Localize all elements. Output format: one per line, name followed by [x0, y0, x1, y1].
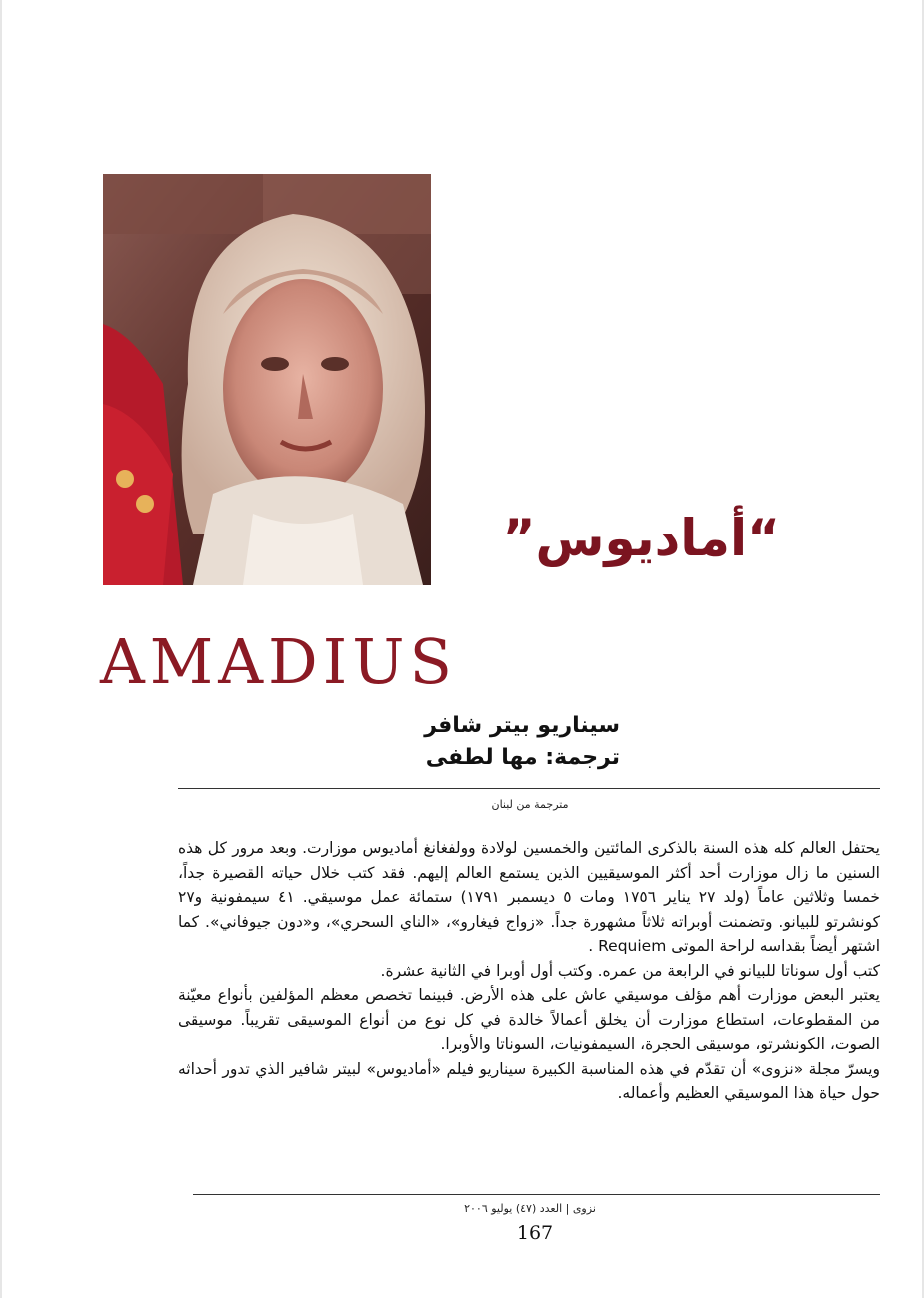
- page-number: 167: [516, 1222, 554, 1244]
- screenplay-credit: سيناريو بيتر شافر: [424, 713, 620, 738]
- paragraph: يحتفل العالم كله هذه السنة بالذكرى المائتين والخمسين لولادة وولفغانغ أماديوس موزارت. وبعد مرور كل هذه السنين ما زال موزارت أحد أكثر الموسيقيين الذين يستمع العالم إليهم. فقد كتب خلال حياته القصيرة جداً، خمسا وثلاثين عاماً (ولد ٢٧ يناير ١٧٥٦ ومات ٥ ديسمبر ١٧٩١) ستمائة عمل موسيقي. ٤١ سيمفونية و٢٧ كونشرتو للبيانو. وتضمنت أوبراته ثلاثاً مشهورة جداً. «زواج فيغارو»، «الناي السحري»، و«دون جيوفاني». كما اشتهر أيضاً بقداسه لراحة الموتى Requiem .: [178, 839, 880, 955]
- amadeus-portrait-photo: [103, 174, 431, 585]
- article-title-english: AMADIUS: [100, 625, 457, 698]
- issue-footer: نزوى | العدد (٤٧) يوليو ٢٠٠٦: [464, 1202, 596, 1215]
- translator-note: مترجمة من لبنان: [491, 798, 569, 811]
- paragraph: ويسرّ مجلة «نزوى» أن تقدّم في هذه المناسبة الكبيرة سيناريو فيلم «أماديوس» لبيتر شافير الذي تدور أحداثه حول حياة هذا الموسيقي العظيم وأعماله.: [178, 1059, 880, 1102]
- page-edge-left: [0, 0, 2, 1298]
- article-title-arabic: “أماديوس”: [502, 509, 780, 567]
- paragraph: كتب أول سوناتا للبيانو في الرابعة من عمره. وكتب أول أوبرا في الثانية عشرة.: [380, 961, 880, 980]
- paragraph: يعتبر البعض موزارت أهم مؤلف موسيقي عاش على هذه الأرض. فبينما تخصص معظم المؤلفين بأنواع معيّنة من المقطوعات، استطاع موزارت أن يخلق أعمالاً خالدة في كل نوع من أنواع الموسيقى تقريباً. موسيقى الصوت، الكونشرتو، موسيقى الحجرة، السيمفونيات، السوناتا والأوبرا.: [178, 986, 880, 1053]
- article-body: [178, 836, 880, 1106]
- bottom-divider: [193, 1194, 880, 1195]
- article-credits: [424, 710, 620, 774]
- translation-credit: ترجمة: مها لطفى: [425, 745, 620, 770]
- top-divider: [178, 788, 880, 789]
